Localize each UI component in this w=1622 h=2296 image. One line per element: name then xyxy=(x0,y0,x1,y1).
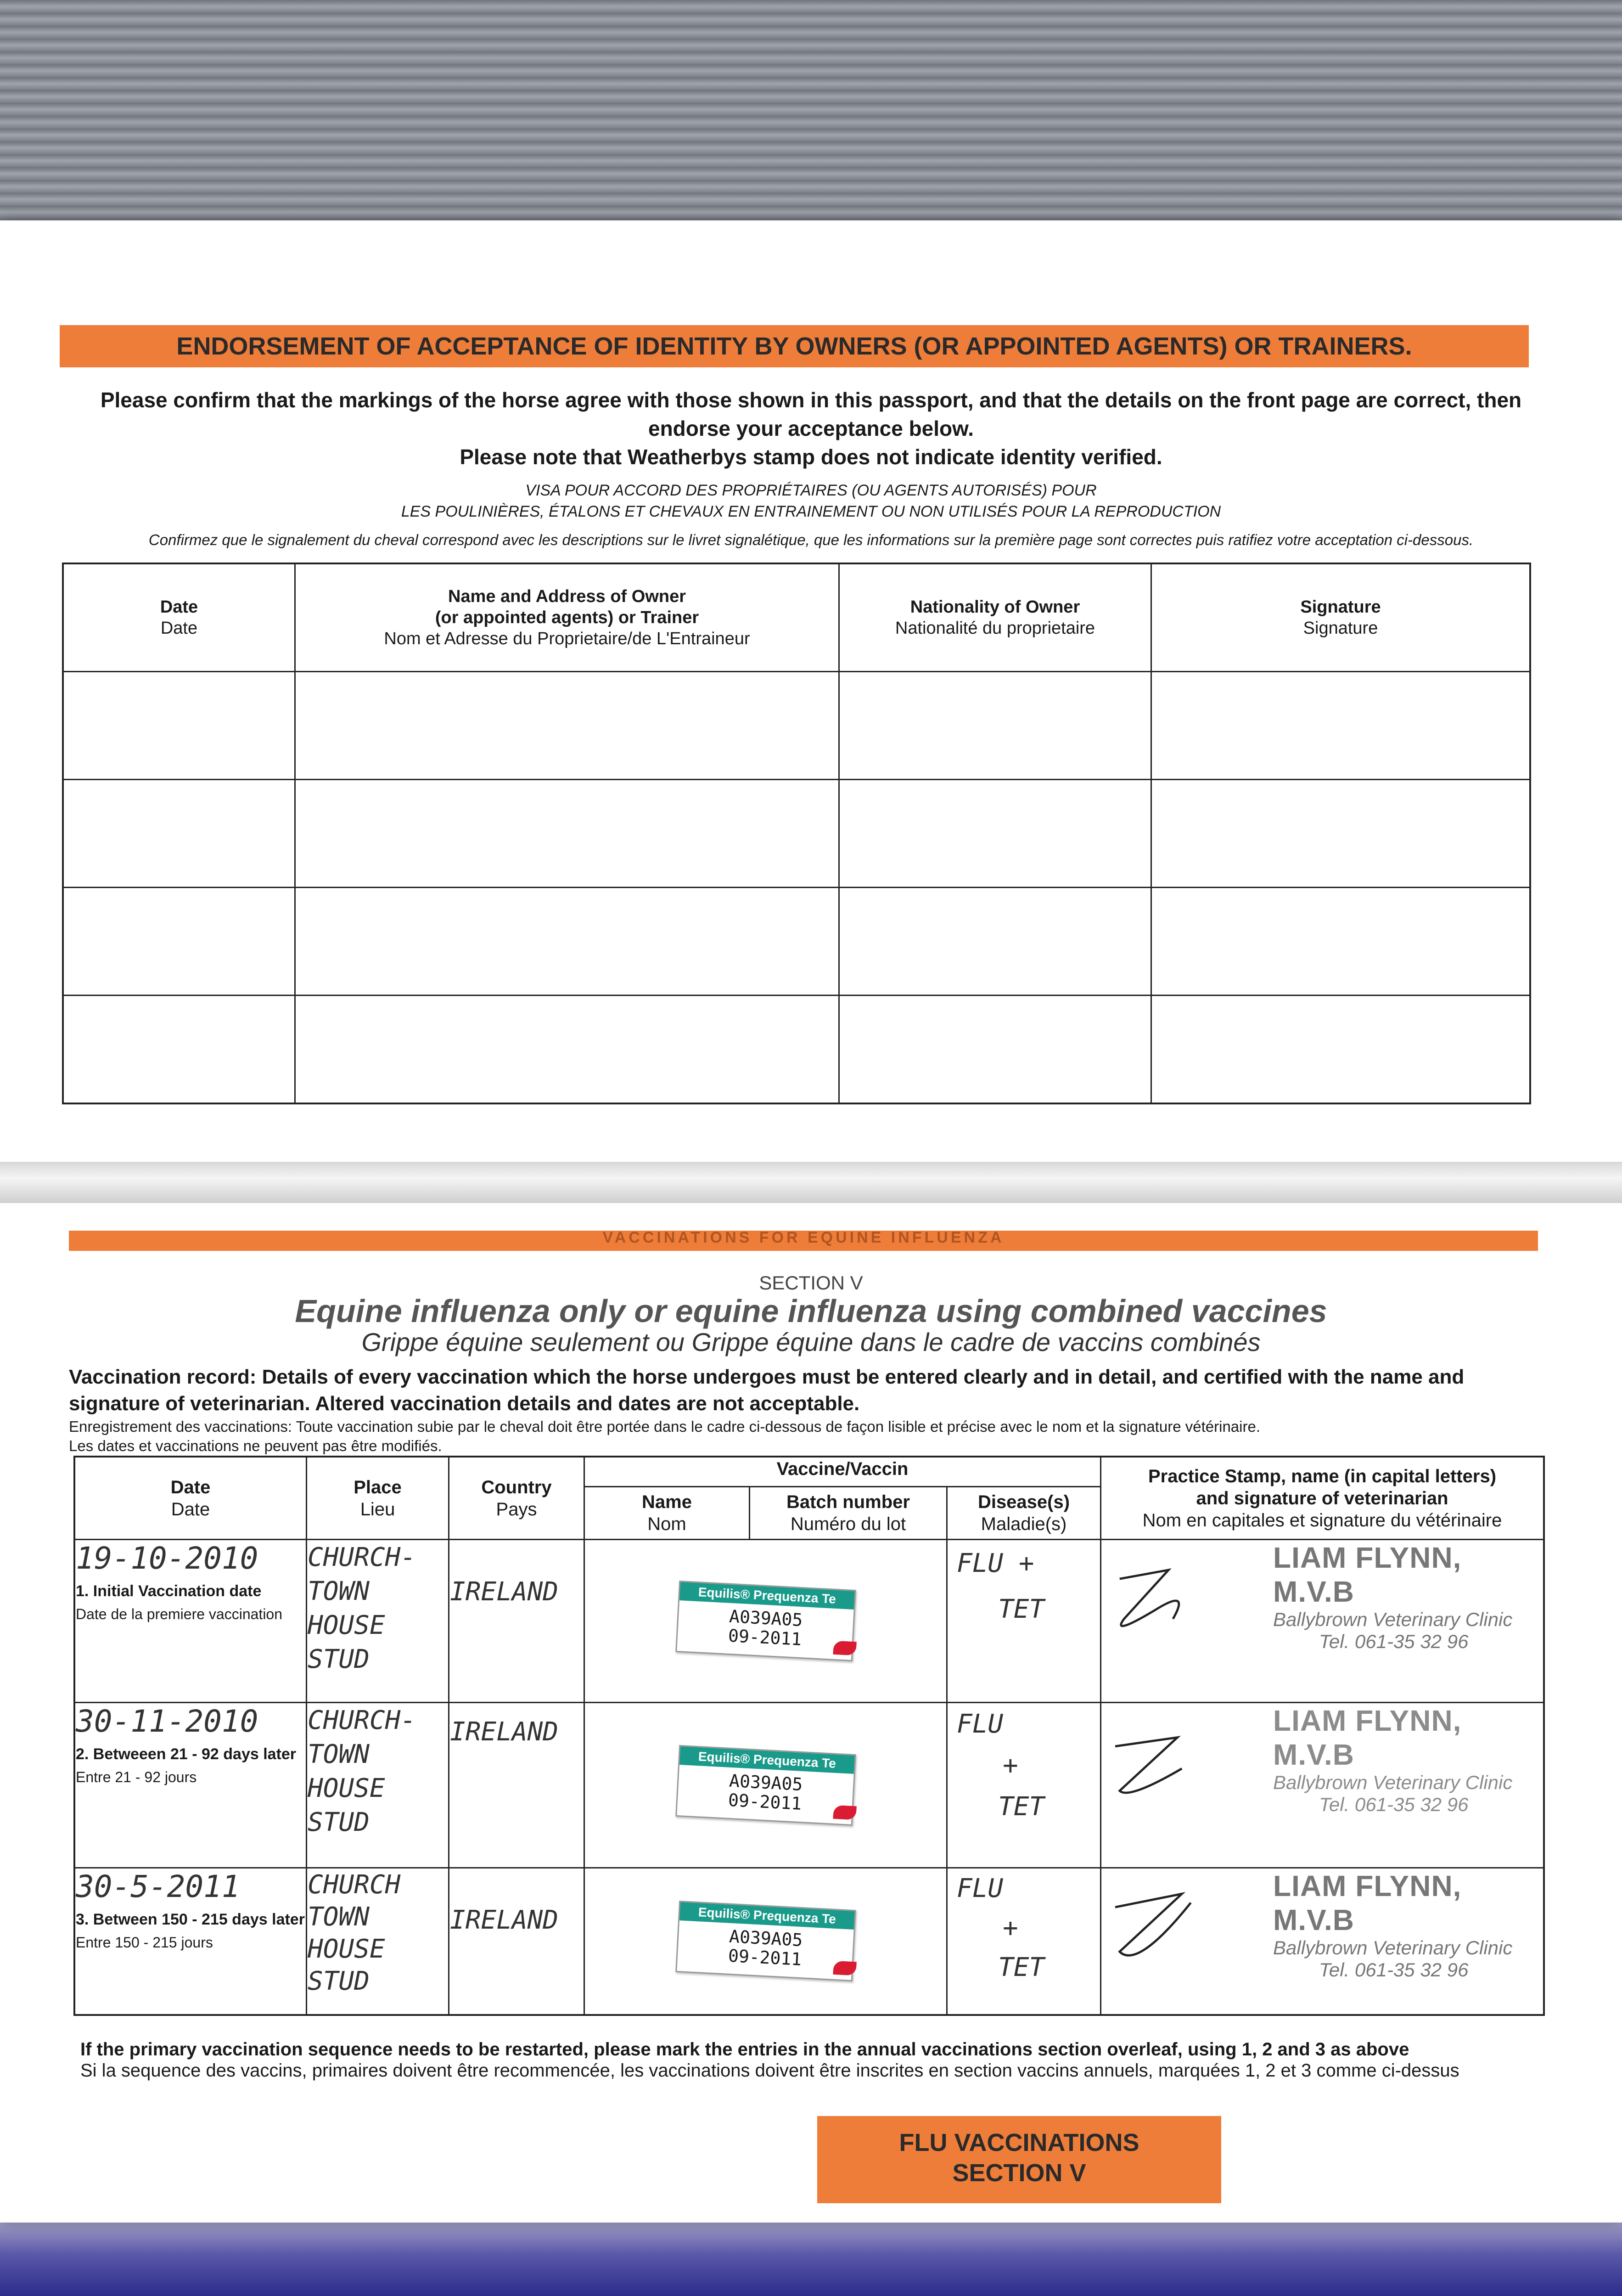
cell-nationality[interactable] xyxy=(839,672,1151,780)
endorsement-table xyxy=(62,563,1531,1104)
endorsement-banner: ENDORSEMENT OF ACCEPTANCE OF IDENTITY BY OWNERS (OR APPOINTED AGENTS) OR TRAINERS. xyxy=(60,325,1529,367)
cell-country[interactable]: IRELAND xyxy=(449,1868,584,2015)
vaccination-row xyxy=(74,1868,1544,2015)
sticker-red-tab xyxy=(833,1805,857,1820)
sticker-expiry: 09-2011 xyxy=(727,1790,802,1814)
vaccination-row xyxy=(74,1703,1544,1868)
cell-signature[interactable] xyxy=(1151,888,1531,996)
cell-vaccine-label[interactable] xyxy=(584,1540,947,1703)
header-place: Place Lieu xyxy=(307,1457,449,1540)
cell-date[interactable] xyxy=(63,780,295,888)
cell-disease[interactable]: FLU + TET xyxy=(947,1868,1101,2015)
vet-clinic: Ballybrown Veterinary Clinic xyxy=(1273,1937,1513,1958)
vaccine-sticker xyxy=(675,1581,856,1661)
sticker-expiry: 09-2011 xyxy=(727,1625,802,1650)
cell-place[interactable]: CHURCH- TOWN HOUSE STUD xyxy=(307,1540,449,1703)
header-vaccine-name: Name Nom xyxy=(584,1487,750,1540)
fr-line-2: LES POULINIÈRES, ÉTALONS ET CHEVAUX EN ENTRAINEMENT OU NON UTILISÉS POUR LA REPRODUCTION xyxy=(401,503,1221,520)
cell-date[interactable] xyxy=(63,888,295,996)
cell-place[interactable]: CHURCH- TOWN HOUSE STUD xyxy=(307,1703,449,1868)
plastic-sleeve-top xyxy=(0,0,1622,230)
vet-clinic: Ballybrown Veterinary Clinic xyxy=(1273,1772,1513,1793)
col-signature: Signature Signature xyxy=(1151,563,1531,672)
vet-stamp xyxy=(1200,1704,1543,1816)
footnote-fr: Si la sequence des vaccins, primaires doivent être recommencée, les vaccinations doivent être inscrites en section vaccins annuels, marquées 1, 2 et 3 comme ci-dessus xyxy=(80,2060,1459,2081)
page-fold xyxy=(0,1162,1622,1203)
vet-stamp xyxy=(1200,1541,1543,1653)
cell-nationality[interactable] xyxy=(839,996,1151,1104)
cell-country[interactable]: IRELAND xyxy=(449,1703,584,1868)
vaccination-row xyxy=(74,1540,1544,1703)
vet-name: LIAM FLYNN, M.V.B xyxy=(1273,1869,1462,1936)
vaccine-sticker xyxy=(675,1901,856,1981)
sticker-lot: A039A05 xyxy=(728,1770,803,1795)
vaccination-step-fr: Entre 150 - 215 jours xyxy=(76,1934,213,1951)
vet-stamp xyxy=(1200,1869,1543,1981)
vaccine-sticker xyxy=(675,1745,856,1826)
cell-date[interactable] xyxy=(63,672,295,780)
cell-signature[interactable] xyxy=(1151,996,1531,1104)
cell-signature[interactable] xyxy=(1151,780,1531,888)
handwritten-date: 30-11-2010 xyxy=(76,1704,258,1739)
tab-line-2: SECTION V xyxy=(952,2159,1086,2187)
vet-name: LIAM FLYNN, M.V.B xyxy=(1273,1704,1462,1771)
cell-date[interactable] xyxy=(74,1540,307,1703)
cell-vet-stamp[interactable] xyxy=(1101,1703,1544,1868)
endorsement-instructions xyxy=(46,386,1576,471)
sticker-expiry: 09-2011 xyxy=(727,1946,802,1970)
vet-tel: Tel. 061-35 32 96 xyxy=(1319,1631,1469,1652)
handwritten-date: 30-5-2011 xyxy=(76,1869,240,1904)
cell-owner[interactable] xyxy=(295,780,839,888)
record-fr-2: Les dates et vaccinations ne peuvent pas être modifiés. xyxy=(69,1437,442,1454)
header-country: Country Pays xyxy=(449,1457,584,1540)
cell-vaccine-label[interactable] xyxy=(584,1703,947,1868)
cell-owner[interactable] xyxy=(295,996,839,1104)
table-row xyxy=(63,780,1530,888)
handwritten-date: 19-10-2010 xyxy=(76,1541,258,1576)
sticker-brand: Equilis® Prequenza Te xyxy=(679,1746,855,1774)
fr-line-3: Confirmez que le signalement du cheval correspond avec les descriptions sur le livret signalétique, que les informations sur la première page sont correctes puis ratifiez votre acceptation ci-dessous. xyxy=(148,531,1474,548)
french-visa-text xyxy=(46,480,1576,551)
table-row xyxy=(63,672,1530,780)
vaccination-record-fr xyxy=(69,1417,1547,1456)
cell-owner[interactable] xyxy=(295,888,839,996)
vaccination-step-fr: Entre 21 - 92 jours xyxy=(76,1769,197,1785)
cell-nationality[interactable] xyxy=(839,780,1151,888)
record-line-1: Vaccination record: Details of every vaccination which the horse undergoes must be entered clearly and in detail, and certified with the name and xyxy=(69,1366,1465,1388)
vet-tel: Tel. 061-35 32 96 xyxy=(1319,1794,1469,1815)
header-practice-stamp: Practice Stamp, name (in capital letters) and signature of veterinarian Nom en capitales et signature du vétérinaire xyxy=(1101,1457,1544,1540)
vet-name: LIAM FLYNN, M.V.B xyxy=(1273,1541,1462,1608)
sticker-brand: Equilis® Prequenza Te xyxy=(679,1582,855,1609)
signature-scribble-icon xyxy=(1102,1879,1200,1971)
sticker-brand: Equilis® Prequenza Te xyxy=(679,1902,855,1930)
signature-scribble-icon xyxy=(1102,1714,1200,1806)
vet-tel: Tel. 061-35 32 96 xyxy=(1319,1959,1469,1981)
sticker-red-tab xyxy=(833,1961,857,1976)
vaccination-step: 3. Between 150 - 215 days later xyxy=(76,1911,305,1928)
col-owner: Name and Address of Owner (or appointed agents) or Trainer Nom et Adresse du Proprietaire/de L'Entraineur xyxy=(295,563,839,672)
vaccination-table xyxy=(73,1456,1545,2016)
cell-vaccine-label[interactable] xyxy=(584,1868,947,2015)
record-line-2: signature of veterinarian. Altered vaccination details and dates are not acceptable. xyxy=(69,1392,860,1415)
header-batch: Batch number Numéro du lot xyxy=(750,1487,947,1540)
sticker-lot: A039A05 xyxy=(728,1606,803,1631)
cell-country[interactable]: IRELAND xyxy=(449,1540,584,1703)
sticker-lot: A039A05 xyxy=(728,1926,803,1951)
cell-place[interactable]: CHURCH TOWN HOUSE STUD xyxy=(307,1868,449,2015)
vet-clinic: Ballybrown Veterinary Clinic xyxy=(1273,1609,1513,1630)
header-vaccine-group: Vaccine/Vaccin xyxy=(584,1457,1101,1487)
section-label: SECTION V xyxy=(759,1272,863,1294)
footnote-en: If the primary vaccination sequence needs to be restarted, please mark the entries in the annual vaccinations section overleaf, using 1, 2 and 3 as above xyxy=(80,2039,1409,2060)
cell-date[interactable] xyxy=(74,1703,307,1868)
section-title: Equine influenza only or equine influenza using combined vaccines xyxy=(295,1293,1327,1329)
vaccination-step: 2. Betweeen 21 - 92 days later xyxy=(76,1745,297,1763)
section-subtitle: Grippe équine seulement ou Grippe équine dans le cadre de vaccins combinés xyxy=(361,1328,1261,1356)
col-date: Date Date xyxy=(63,563,295,672)
cell-nationality[interactable] xyxy=(839,888,1151,996)
vaccination-record-text xyxy=(69,1364,1547,1417)
table-row xyxy=(63,996,1530,1104)
cell-owner[interactable] xyxy=(295,672,839,780)
tab-line-1: FLU VACCINATIONS xyxy=(899,2129,1139,2156)
cell-vet-stamp[interactable] xyxy=(1101,1540,1544,1703)
instruction-line-1: Please confirm that the markings of the horse agree with those shown in this passport, and that the details on the front page are correct, then xyxy=(100,388,1522,412)
header-date: Date Date xyxy=(74,1457,307,1540)
cell-vet-stamp[interactable] xyxy=(1101,1868,1544,2015)
table-row xyxy=(63,888,1530,996)
flu-vaccinations-tab[interactable] xyxy=(817,2116,1221,2203)
cell-signature[interactable] xyxy=(1151,672,1531,780)
vaccination-banner: VACCINATIONS FOR EQUINE INFLUENZA xyxy=(69,1231,1538,1251)
fr-line-1: VISA POUR ACCORD DES PROPRIÉTAIRES (OU AGENTS AUTORISÉS) POUR xyxy=(525,482,1097,499)
vaccination-step-fr: Date de la premiere vaccination xyxy=(76,1606,283,1622)
cell-disease[interactable]: FLU + TET xyxy=(947,1703,1101,1868)
cell-date[interactable] xyxy=(63,996,295,1104)
cell-disease[interactable]: FLU + TET xyxy=(947,1540,1101,1703)
signature-scribble-icon xyxy=(1102,1551,1200,1643)
record-fr-1: Enregistrement des vaccinations: Toute vaccination subie par le cheval doit être portée dans le cadre ci-dessous de façon lisible et précise avec le nom et la signature vétérinaire. xyxy=(69,1418,1260,1435)
restart-footnote xyxy=(80,2039,1549,2081)
cell-date[interactable] xyxy=(74,1868,307,2015)
instruction-line-2: endorse your acceptance below. xyxy=(648,416,974,440)
instruction-line-3: Please note that Weatherbys stamp does not indicate identity verified. xyxy=(460,445,1162,469)
sticker-red-tab xyxy=(833,1641,857,1656)
col-nationality: Nationality of Owner Nationalité du proprietaire xyxy=(839,563,1151,672)
passport-page xyxy=(0,220,1622,2223)
vaccination-step: 1. Initial Vaccination date xyxy=(76,1582,262,1600)
header-disease: Disease(s) Maladie(s) xyxy=(947,1487,1101,1540)
